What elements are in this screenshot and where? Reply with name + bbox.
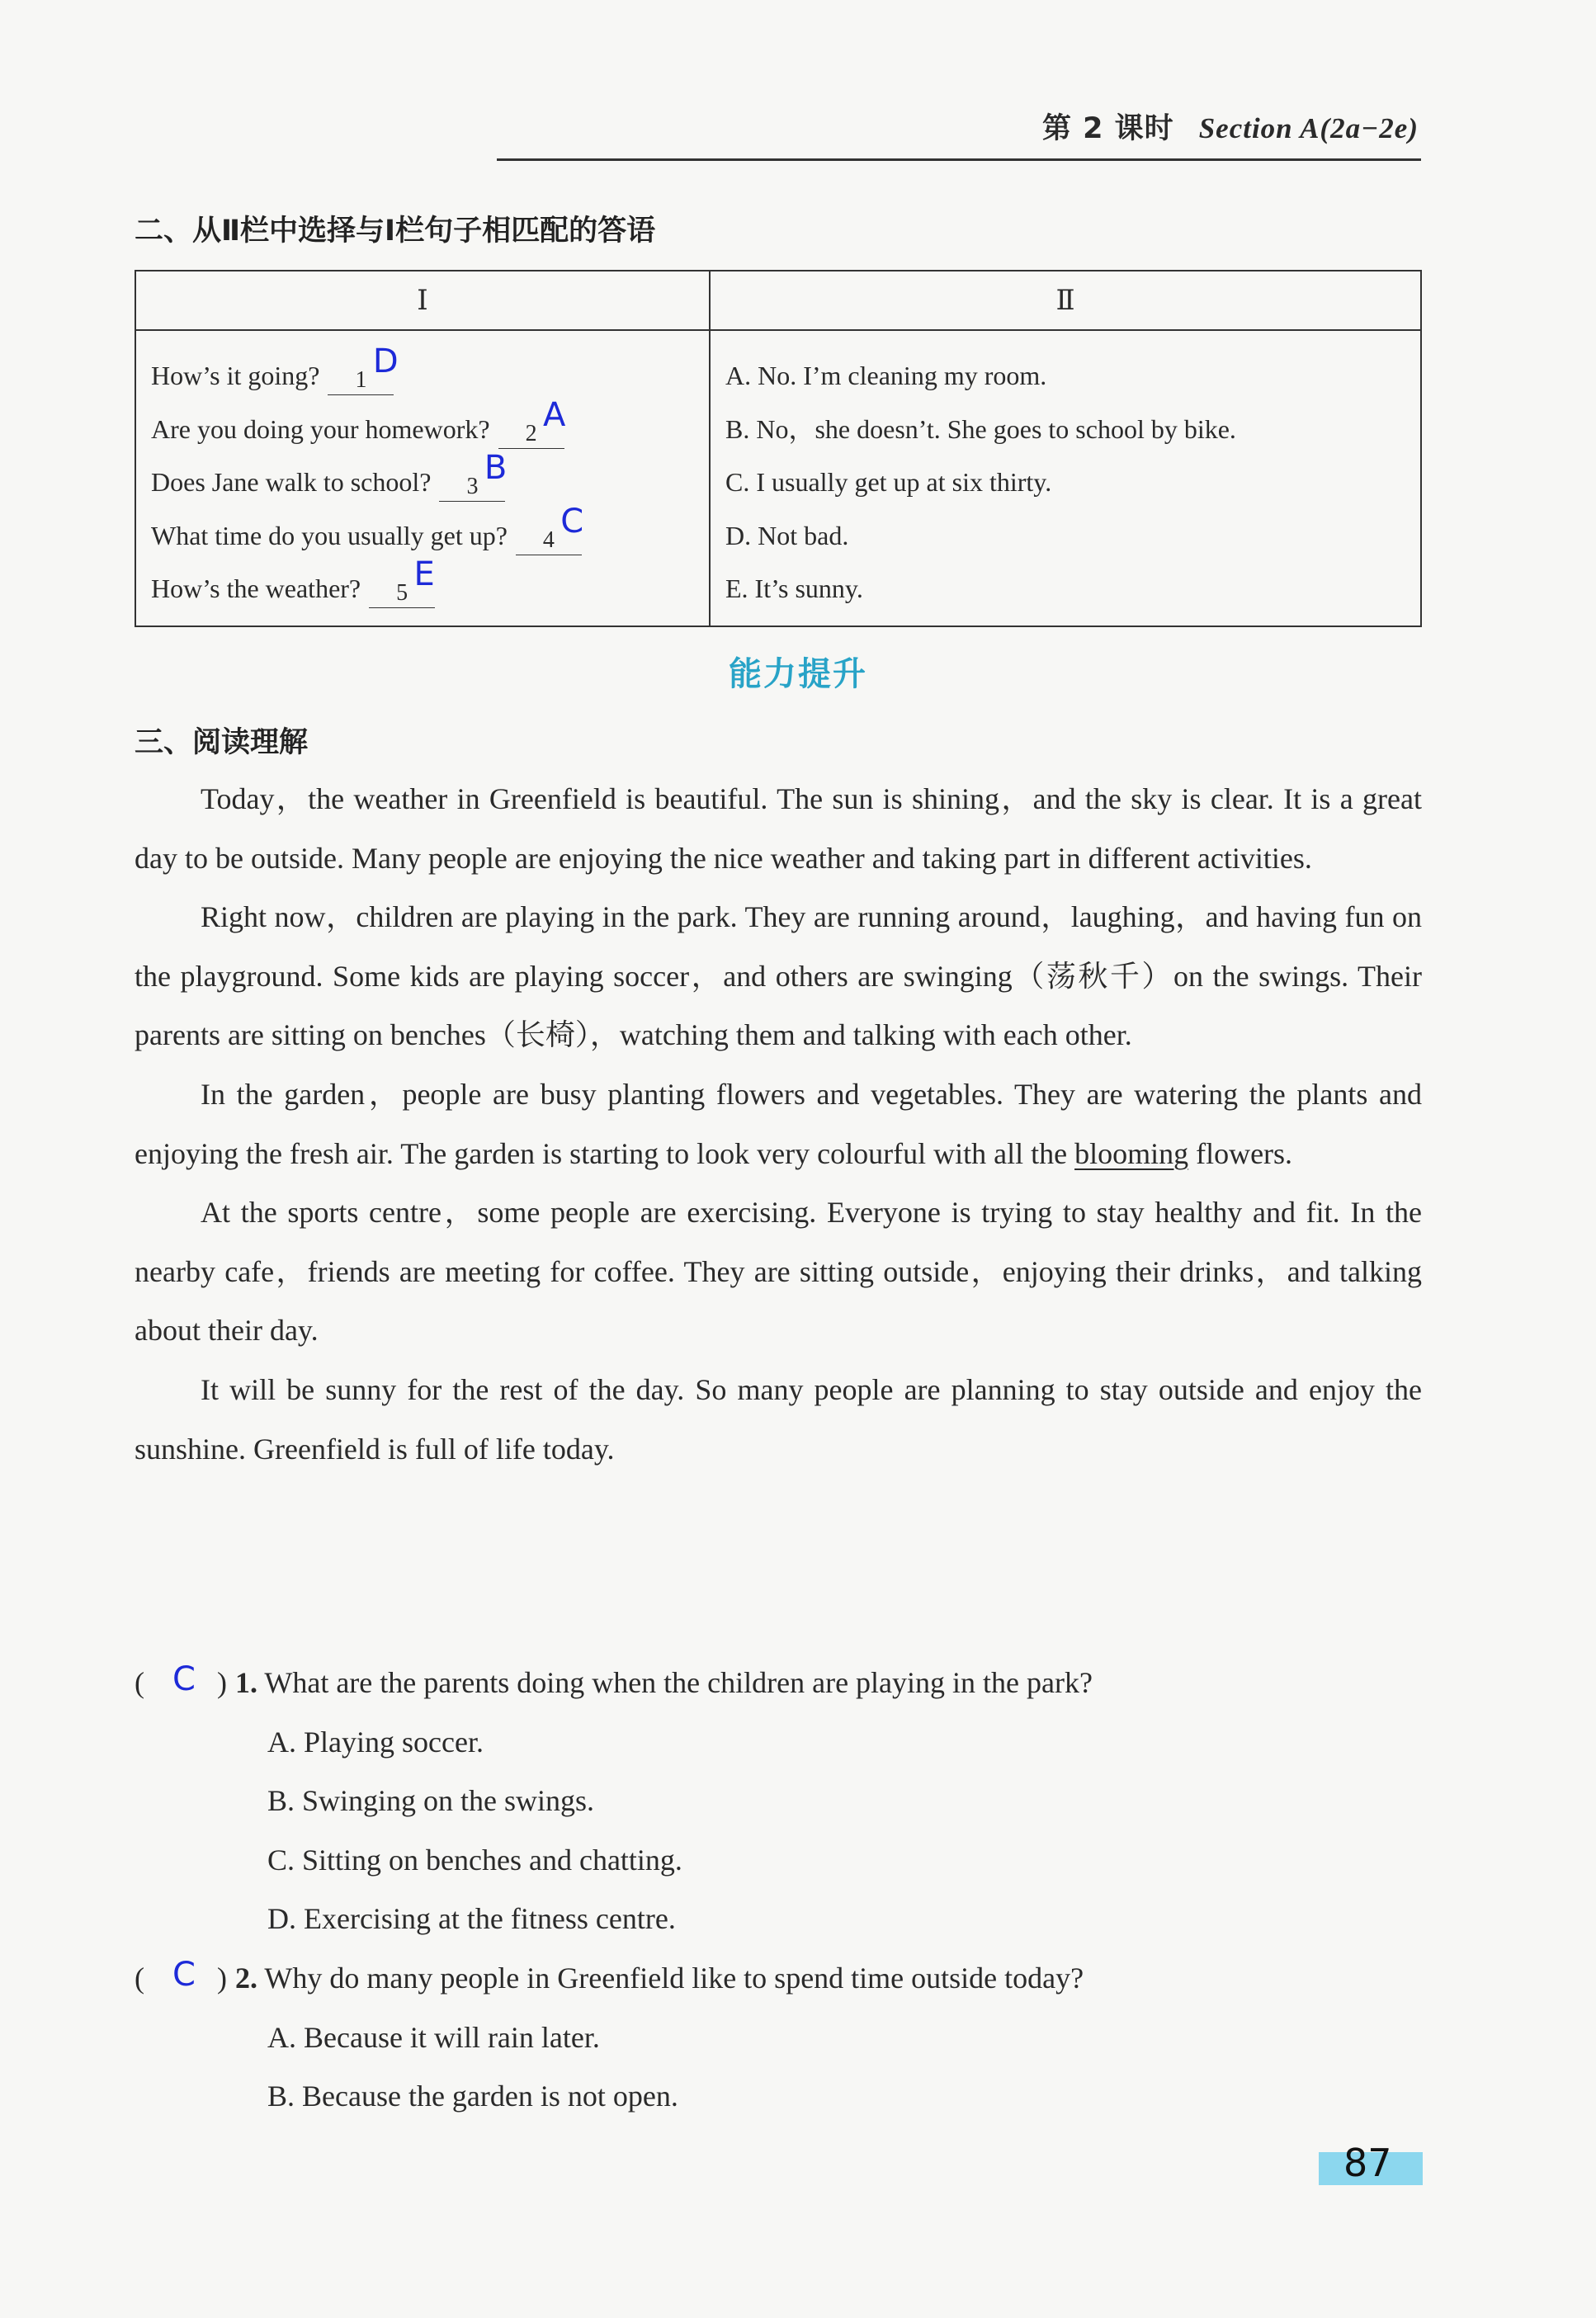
option: D. Exercising at the fitness centre.: [267, 1902, 676, 1935]
option: A. Because it will rain later.: [267, 2021, 600, 2054]
matching-item: Are you doing your homework? 2 A: [151, 403, 709, 456]
part2-title: 二、从Ⅱ栏中选择与Ⅰ栏句子相匹配的答语: [135, 215, 656, 248]
column-2-cell: [710, 330, 1421, 626]
option: B. Swinging on the swings.: [267, 1784, 595, 1817]
answer-blank[interactable]: 1 D: [328, 361, 394, 395]
answer-blank[interactable]: 5 E: [369, 574, 435, 608]
part3-title: 三、阅读理解: [135, 726, 309, 759]
matching-item: What time do you usually get up? 4 C: [151, 509, 709, 563]
answer-blank[interactable]: 3 B: [439, 468, 505, 502]
answer-bracket[interactable]: ( C ): [135, 1956, 227, 1995]
column-1-header: Ⅰ: [135, 271, 710, 330]
section-label: Section A(2a−2e): [1198, 112, 1419, 144]
response-option: A. No. I’m cleaning my room.: [725, 361, 1047, 390]
answer-bracket[interactable]: ( C ): [135, 1660, 227, 1699]
passage-paragraph: Right now，children are playing in the park. They are running around，laughing，and having fun on the playground. Some kids are playing soccer，and others are swinging（荡秋千）on the swings. Their parents are sitting on benches（长椅），watching them and talking with each other.: [135, 900, 1422, 1052]
response-option: B. No，she doesn’t. She goes to school by bike.: [725, 413, 1236, 444]
option: A. Playing soccer.: [267, 1726, 484, 1759]
matching-item: How’s it going? 1 D: [151, 349, 709, 403]
page-header: [1042, 106, 1419, 147]
lesson-label: 第 2 课时: [1041, 112, 1174, 145]
handwritten-answer: C: [172, 1660, 196, 1698]
passage-paragraph: It will be sunny for the rest of the day. So many people are planning to stay outside and enjoy the sunshine. Greenfield is full of life today.: [135, 1372, 1422, 1466]
question-text: What are the parents doing when the children are playing in the park?: [264, 1666, 1093, 1699]
handwritten-answer: D: [372, 342, 399, 381]
passage-paragraph: In the garden，people are busy planting flowers and vegetables. They are watering the plants and enjoying the fresh air. The garden is starting to look very colourful with all the blooming flowers.: [135, 1077, 1422, 1170]
page-number: 87: [1343, 2141, 1392, 2185]
underlined-word: blooming: [1074, 1136, 1189, 1170]
question-1: ( C ) 1. What are the parents doing when the children are playing in the park?: [135, 1660, 1093, 1699]
reading-passage: [135, 770, 1422, 1479]
handwritten-answer: C: [560, 502, 584, 541]
option: C. Sitting on benches and chatting.: [267, 1844, 682, 1877]
matching-item: How’s the weather? 5 E: [151, 562, 709, 616]
matching-table: [135, 270, 1422, 627]
matching-item: Does Jane walk to school? 3 B: [151, 456, 709, 509]
response-option: C. I usually get up at six thirty.: [725, 467, 1052, 497]
handwritten-answer: C: [172, 1956, 196, 1994]
page-number-badge: [1319, 2141, 1423, 2185]
question-2: ( C ) 2. Why do many people in Greenfield like to spend time outside today?: [135, 1956, 1084, 1995]
handwritten-answer: B: [484, 449, 508, 488]
answer-blank[interactable]: 4 C: [516, 522, 582, 555]
column-2-header: Ⅱ: [710, 271, 1421, 330]
passage-paragraph: Today，the weather in Greenfield is beautiful. The sun is shining，and the sky is clear. It is a great day to be outside. Many people are enjoying the nice weather and taking part in different activities.: [135, 782, 1422, 875]
question-text: Why do many people in Greenfield like to spend time outside today?: [264, 1962, 1084, 1995]
response-option: D. Not bad.: [725, 520, 849, 550]
handwritten-answer: E: [413, 555, 435, 594]
column-1-cell: [135, 330, 710, 626]
option: B. Because the garden is not open.: [267, 2080, 678, 2113]
handwritten-answer: A: [542, 395, 566, 434]
passage-paragraph: At the sports centre，some people are exercising. Everyone is trying to stay healthy and fit. In the nearby cafe，friends are meeting for coffee. They are sitting outside，enjoying their drinks，and talking about their day.: [135, 1196, 1423, 1348]
header-divider: [497, 158, 1421, 161]
section-banner: 能力提升: [729, 655, 867, 693]
response-option: E. It’s sunny.: [725, 574, 863, 603]
answer-blank[interactable]: 2 A: [498, 415, 564, 449]
